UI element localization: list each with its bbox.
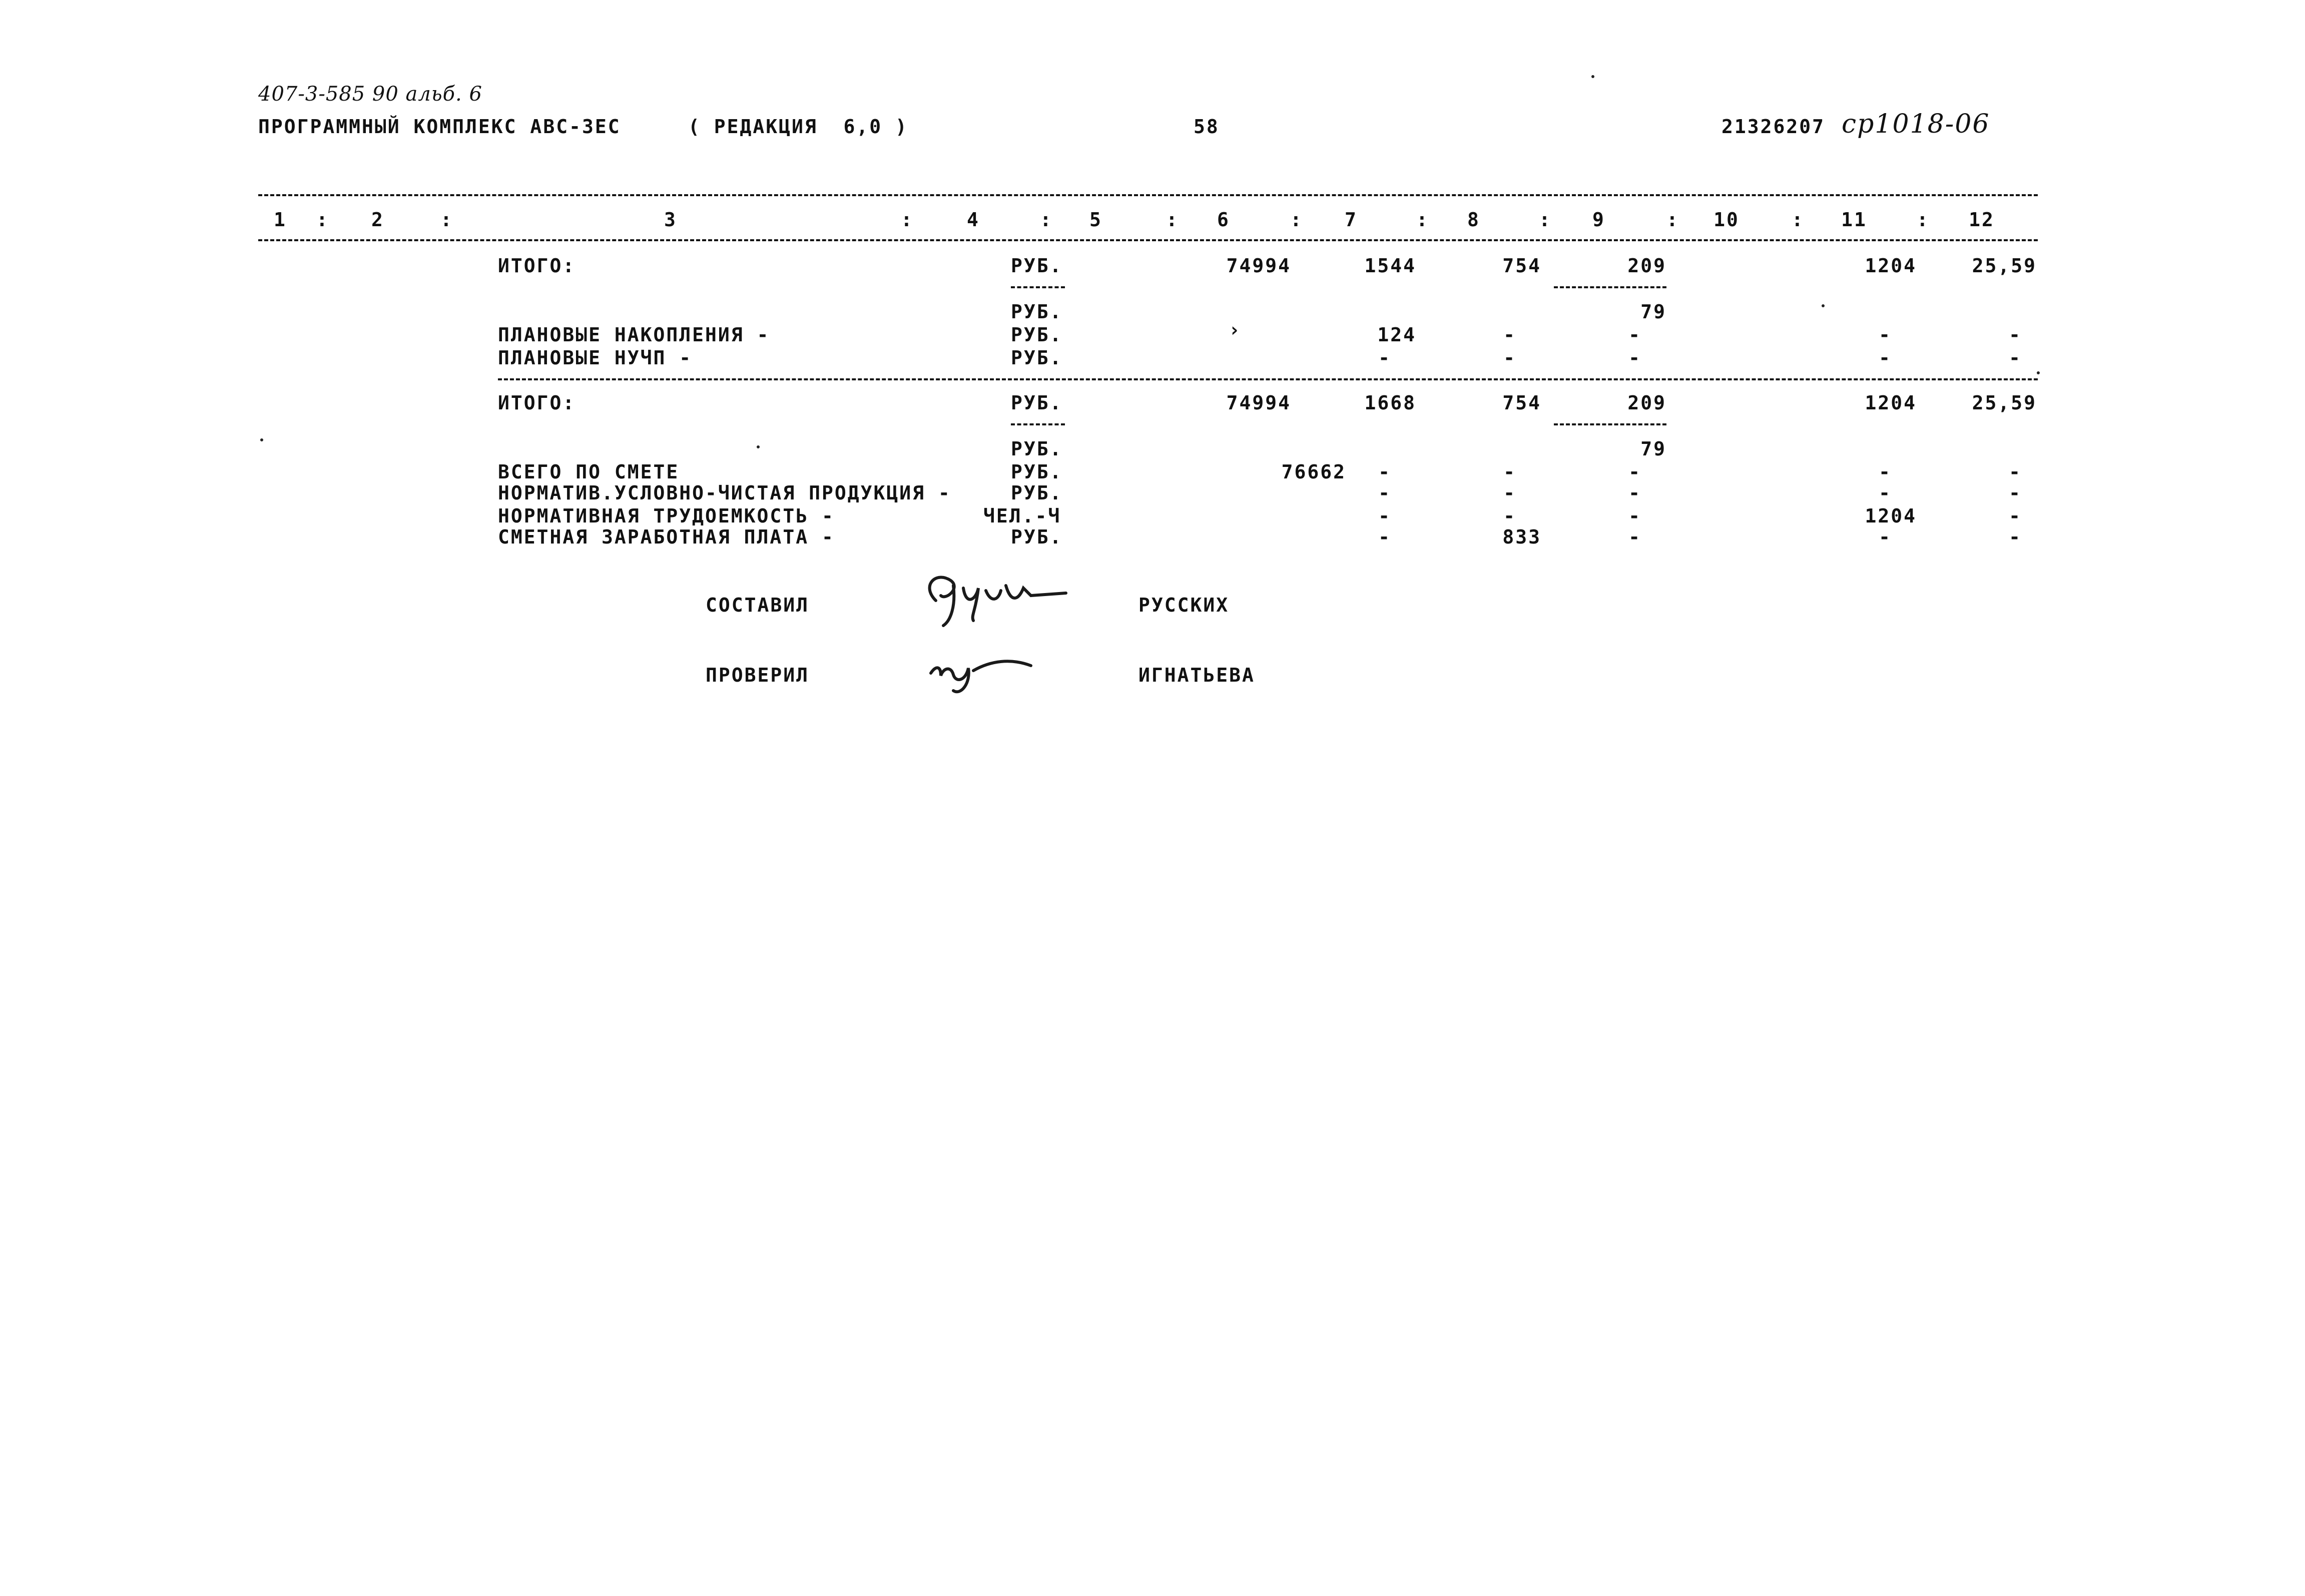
column-separator: : [1666, 209, 1679, 231]
cell-col9: - [1628, 526, 1641, 548]
column-header: 6 [1217, 209, 1230, 231]
cell-col11: 1204 [1865, 392, 1917, 414]
album-reference: 407-3-585 90 альб. 6 [258, 83, 482, 106]
row-label: ПЛАНОВЫЕ НУЧП - [498, 347, 693, 369]
column-separator: : [316, 209, 329, 231]
column-header: 5 [1089, 209, 1102, 231]
cell-col11: 1204 [1865, 505, 1917, 527]
cell-col11: 1204 [1865, 255, 1917, 277]
cell-col11: - [1879, 347, 1892, 369]
cell-col11: - [1879, 461, 1892, 483]
cell-col12: - [2009, 482, 2022, 504]
cell-col9: 79 [1640, 301, 1666, 323]
cell-col6: 74994 [1226, 255, 1291, 277]
column-separator: : [1290, 209, 1303, 231]
cell-col11: - [1879, 482, 1892, 504]
cell-col9: - [1628, 324, 1641, 346]
speck [260, 438, 263, 441]
cell-col8: - [1503, 324, 1516, 346]
cell-col9: 209 [1627, 392, 1666, 414]
cell-col7: 1668 [1364, 392, 1416, 414]
row-label: ИТОГО: [498, 392, 576, 414]
cell-col7: - [1378, 461, 1391, 483]
cell-col12: - [2009, 347, 2022, 369]
cell-col8: 833 [1502, 526, 1541, 548]
column-header: 3 [664, 209, 677, 231]
row-unit: РУБ. [1011, 438, 1063, 460]
row-unit: ЧЕЛ.-Ч [983, 505, 1061, 527]
column-header: 2 [371, 209, 384, 231]
cell-col7: - [1378, 347, 1391, 369]
cell-col8: 754 [1502, 392, 1541, 414]
col9-underline [1554, 286, 1666, 288]
column-header: 1 [274, 209, 287, 231]
cell-col12: 25,59 [1972, 392, 2037, 414]
row-unit: РУБ. [1011, 301, 1063, 323]
compiled-label: СОСТАВИЛ [706, 594, 810, 616]
edition: ( РЕДАКЦИЯ 6,0 ) [688, 116, 908, 138]
checked-label: ПРОВЕРИЛ [706, 664, 810, 686]
column-header: 9 [1592, 209, 1605, 231]
row-unit: РУБ. [1011, 392, 1063, 414]
cell-col12: - [2009, 461, 2022, 483]
cell-col7: - [1378, 482, 1391, 504]
column-separator: : [1792, 209, 1805, 231]
row-label: НОРМАТИВНАЯ ТРУДОЕМКОСТЬ - [498, 505, 835, 527]
column-separator: : [901, 209, 914, 231]
section-rule [498, 378, 2038, 380]
compiled-name: РУССКИХ [1138, 594, 1230, 616]
cell-col9: - [1628, 482, 1641, 504]
cell-col6: 74994 [1226, 392, 1291, 414]
cell-col8: - [1503, 347, 1516, 369]
unit-underline [1011, 423, 1065, 425]
row-unit: РУБ. [1011, 526, 1063, 548]
cell-col11: - [1879, 324, 1892, 346]
column-separator: : [440, 209, 453, 231]
row-label: ПЛАНОВЫЕ НАКОПЛЕНИЯ - [498, 324, 770, 346]
column-header: 7 [1345, 209, 1358, 231]
cell-col6: › [1229, 319, 1242, 341]
row-unit: РУБ. [1011, 347, 1063, 369]
cell-col12: - [2009, 505, 2022, 527]
cell-col9: 209 [1627, 255, 1666, 277]
speck [1822, 304, 1825, 307]
cell-col12: - [2009, 324, 2022, 346]
column-header: 10 [1713, 209, 1740, 231]
cell-col8: - [1503, 482, 1516, 504]
row-unit: РУБ. [1011, 461, 1063, 483]
checked-name: ИГНАТЬЕВА [1138, 664, 1255, 686]
speck [1591, 75, 1594, 78]
cell-col7: - [1378, 505, 1391, 527]
cell-col12: 25,59 [1972, 255, 2037, 277]
column-header: 4 [967, 209, 980, 231]
cell-col12: - [2009, 526, 2022, 548]
checked-signature [926, 646, 1046, 701]
row-label: СМЕТНАЯ ЗАРАБОТНАЯ ПЛАТА - [498, 526, 835, 548]
compiled-signature [916, 566, 1086, 631]
cell-col9: - [1628, 461, 1641, 483]
col9-underline [1554, 423, 1666, 425]
column-header: 12 [1969, 209, 1995, 231]
row-unit: РУБ. [1011, 482, 1063, 504]
cell-col11: - [1879, 526, 1892, 548]
cell-col9: 79 [1640, 438, 1666, 460]
row-label: ИТОГО: [498, 255, 576, 277]
cell-col7: 124 [1377, 324, 1416, 346]
cell-col9: - [1628, 347, 1641, 369]
page-number: 58 [1194, 116, 1220, 138]
table-top-rule [258, 194, 2038, 196]
row-unit: РУБ. [1011, 324, 1063, 346]
cell-col8: 754 [1502, 255, 1541, 277]
cell-col7: 1544 [1364, 255, 1416, 277]
cell-col8: - [1503, 461, 1516, 483]
row-label: ВСЕГО ПО СМЕТЕ [498, 461, 680, 483]
cell-col7: - [1378, 526, 1391, 548]
table-header-rule [258, 239, 2038, 241]
cell-col6: 76662 [1281, 461, 1346, 483]
column-separator: : [1040, 209, 1053, 231]
program-title: ПРОГРАММНЫЙ КОМПЛЕКС АВС-3ЕС [258, 116, 621, 138]
unit-underline [1011, 286, 1065, 288]
handwritten-code: ср1018-06 [1842, 109, 1990, 139]
speck [2037, 371, 2040, 374]
row-label: НОРМАТИВ.УСЛОВНО-ЧИСТАЯ ПРОДУКЦИЯ - [498, 482, 951, 504]
column-header: 11 [1841, 209, 1867, 231]
cell-col9: - [1628, 505, 1641, 527]
cell-col8: - [1503, 505, 1516, 527]
document-code: 21326207 [1721, 116, 1826, 138]
speck [757, 445, 760, 448]
row-unit: РУБ. [1011, 255, 1063, 277]
column-header: 8 [1467, 209, 1480, 231]
column-separator: : [1166, 209, 1179, 231]
column-separator: : [1539, 209, 1552, 231]
column-separator: : [1917, 209, 1930, 231]
column-separator: : [1416, 209, 1429, 231]
